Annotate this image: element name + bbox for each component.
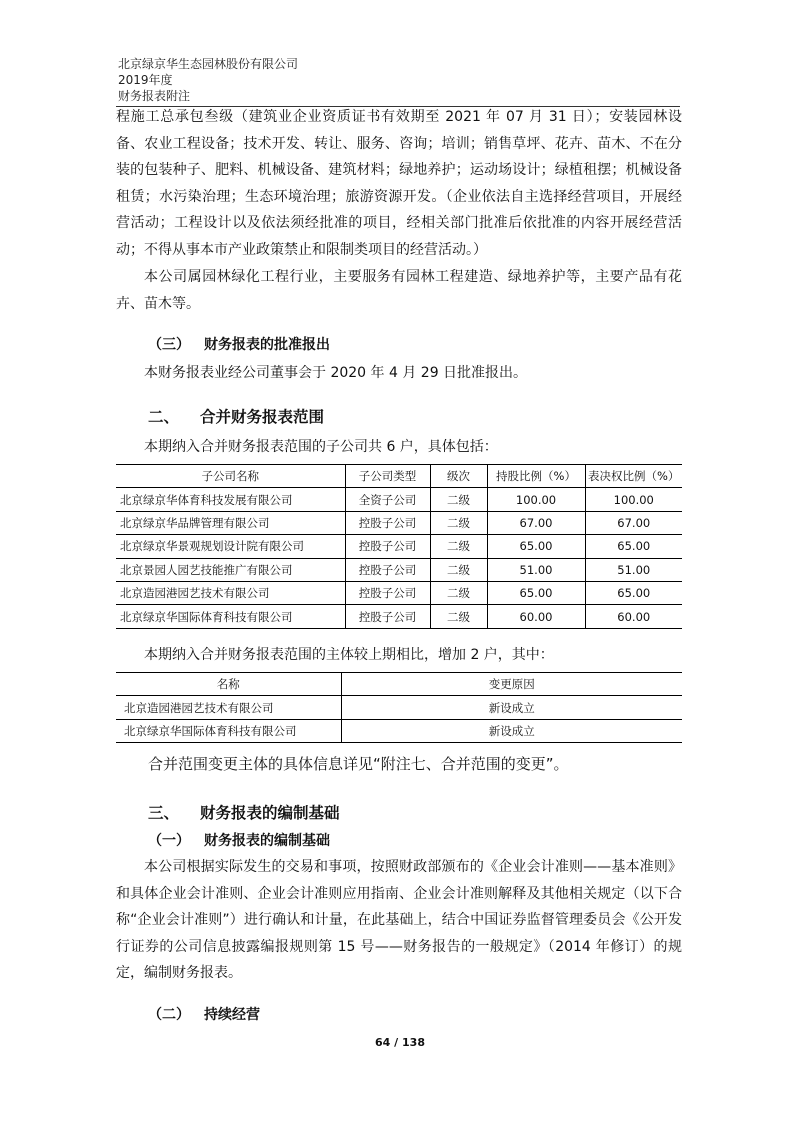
shareholding-ratio: 51.00 [487, 558, 585, 581]
header-cell: 表决权比例（%） [585, 465, 682, 488]
shareholding-ratio: 65.00 [487, 581, 585, 604]
section-3-2-number: （二） [148, 1007, 190, 1023]
header-doc-title: 财务报表附注 [118, 89, 191, 103]
subsidiary-name: 北京景园人园艺技能推广有限公司 [116, 558, 345, 581]
subsidiary-level: 二级 [430, 558, 487, 581]
table-row [116, 488, 682, 511]
page-total: 138 [402, 1036, 425, 1049]
section-3-title: 财务报表的编制基础 [200, 804, 340, 822]
header-cell: 名称 [116, 673, 341, 696]
subsidiary-name: 北京绿京华景观规划设计院有限公司 [116, 535, 345, 558]
subsidiary-level: 二级 [430, 605, 487, 628]
scope-change-reference: 合并范围变更主体的具体信息详见“附注七、合并范围的变更”。 [148, 755, 569, 773]
table-row [116, 581, 682, 604]
shareholding-ratio: 60.00 [487, 605, 585, 628]
table-row [116, 558, 682, 581]
page-footer [0, 1036, 800, 1049]
header-cell: 子公司名称 [116, 465, 345, 488]
subsidiary-type: 控股子公司 [345, 605, 430, 628]
section-3-2-title: 持续经营 [204, 1007, 260, 1023]
header-cell: 级次 [430, 465, 487, 488]
page-number: 64 [375, 1036, 391, 1049]
section-3-number: 三、 [148, 804, 180, 822]
section-3-1-heading [148, 830, 330, 850]
section-2-number: 二、 [148, 408, 180, 426]
subsidiary-level: 二级 [430, 488, 487, 511]
table-header-row [116, 465, 682, 488]
page-header [118, 56, 298, 104]
section-3-1-title: 财务报表的编制基础 [204, 833, 330, 849]
shareholding-ratio: 67.00 [487, 511, 585, 534]
subsidiary-type: 全资子公司 [345, 488, 430, 511]
table-row [116, 535, 682, 558]
business-scope-paragraph: 程施工总承包叁级（建筑业企业资质证书有效期至 2021 年 07 月 31 日）；安装园林设备、农业工程设备；技术开发、转让、服务、咨询；培训；销售草坪、花卉、苗木、不在分装的包装种子、肥料、机械设备、建筑材料；绿地养护；运动场设计；绿植租摆；机械设备租赁；水污染治理；生态环境治理；旅游资源开发。（企业依法自主选择经营项目，开展经营活动；工程设计以及依法须经批准的项目，经相关部门批准后依批准的内容开展经营活动；不得从事本市产业政策禁止和限制类项目的经营活动。） [116, 109, 682, 258]
voting-ratio: 100.00 [585, 488, 682, 511]
page-separator: / [394, 1036, 399, 1049]
change-reason: 新设成立 [341, 696, 682, 719]
entity-name: 北京造园港园艺技术有限公司 [116, 696, 341, 719]
table-row [116, 605, 682, 628]
header-cell: 子公司类型 [345, 465, 430, 488]
subsidiary-type: 控股子公司 [345, 558, 430, 581]
voting-ratio: 65.00 [585, 535, 682, 558]
subsidiary-level: 二级 [430, 535, 487, 558]
subsidiaries-intro: 本期纳入合并财务报表范围的子公司共 6 户，具体包括： [144, 439, 498, 455]
section-3-1-number: （一） [148, 833, 190, 849]
subsidiary-name: 北京造园港园艺技术有限公司 [116, 581, 345, 604]
table-row [116, 719, 682, 742]
voting-ratio: 67.00 [585, 511, 682, 534]
subsidiary-name: 北京绿京华品牌管理有限公司 [116, 511, 345, 534]
industry-paragraph: 本公司属园林绿化工程行业，主要服务有园林工程建造、绿地养护等，主要产品有花卉、苗木等。 [116, 269, 682, 312]
subsidiary-type: 控股子公司 [345, 535, 430, 558]
section-2-title: 合并财务报表范围 [200, 408, 325, 426]
approval-paragraph: 本财务报表业经公司董事会于 2020 年 4 月 29 日批准报出。 [144, 365, 528, 381]
preparation-basis-paragraph: 本公司根据实际发生的交易和事项，按照财政部颁布的《企业会计准则——基本准则》和具体企业会计准则、企业会计准则应用指南、企业会计准则解释及其他相关规定（以下合称“企业会计准则”）进行确认和计量，在此基础上，结合中国证券监督管理委员会《公开发行证券的公司信息披露编报规则第 15 号——财务报告的一般规定》（2014 年修订）的规定，编制财务报表。 [116, 859, 682, 982]
table-row [116, 511, 682, 534]
subsidiary-level: 二级 [430, 581, 487, 604]
scope-change-table [116, 672, 682, 743]
subsidiary-name: 北京绿京华体育科技发展有限公司 [116, 488, 345, 511]
subsidiaries-table [116, 464, 682, 629]
voting-ratio: 65.00 [585, 581, 682, 604]
entity-name: 北京绿京华国际体育科技有限公司 [116, 719, 341, 742]
section-2-heading [148, 405, 324, 427]
header-cell: 持股比例（%） [487, 465, 585, 488]
voting-ratio: 51.00 [585, 558, 682, 581]
section-approval-title: 财务报表的批准报出 [204, 337, 330, 353]
shareholding-ratio: 100.00 [487, 488, 585, 511]
section-approval-number: （三） [148, 337, 190, 353]
header-cell: 变更原因 [341, 673, 682, 696]
voting-ratio: 60.00 [585, 605, 682, 628]
section-3-heading [148, 801, 340, 823]
section-3-2-heading [148, 1004, 260, 1024]
subsidiary-level: 二级 [430, 511, 487, 534]
subsidiary-type: 控股子公司 [345, 511, 430, 534]
subsidiary-name: 北京绿京华国际体育科技有限公司 [116, 605, 345, 628]
header-year: 2019年度 [118, 73, 173, 87]
table-header-row [116, 673, 682, 696]
shareholding-ratio: 65.00 [487, 535, 585, 558]
section-approval-heading [148, 334, 330, 354]
table-row [116, 696, 682, 719]
scope-change-intro: 本期纳入合并财务报表范围的主体较上期相比，增加 2 户，其中： [144, 647, 554, 663]
subsidiary-type: 控股子公司 [345, 581, 430, 604]
change-reason: 新设成立 [341, 719, 682, 742]
header-company: 北京绿京华生态园林股份有限公司 [118, 57, 299, 71]
